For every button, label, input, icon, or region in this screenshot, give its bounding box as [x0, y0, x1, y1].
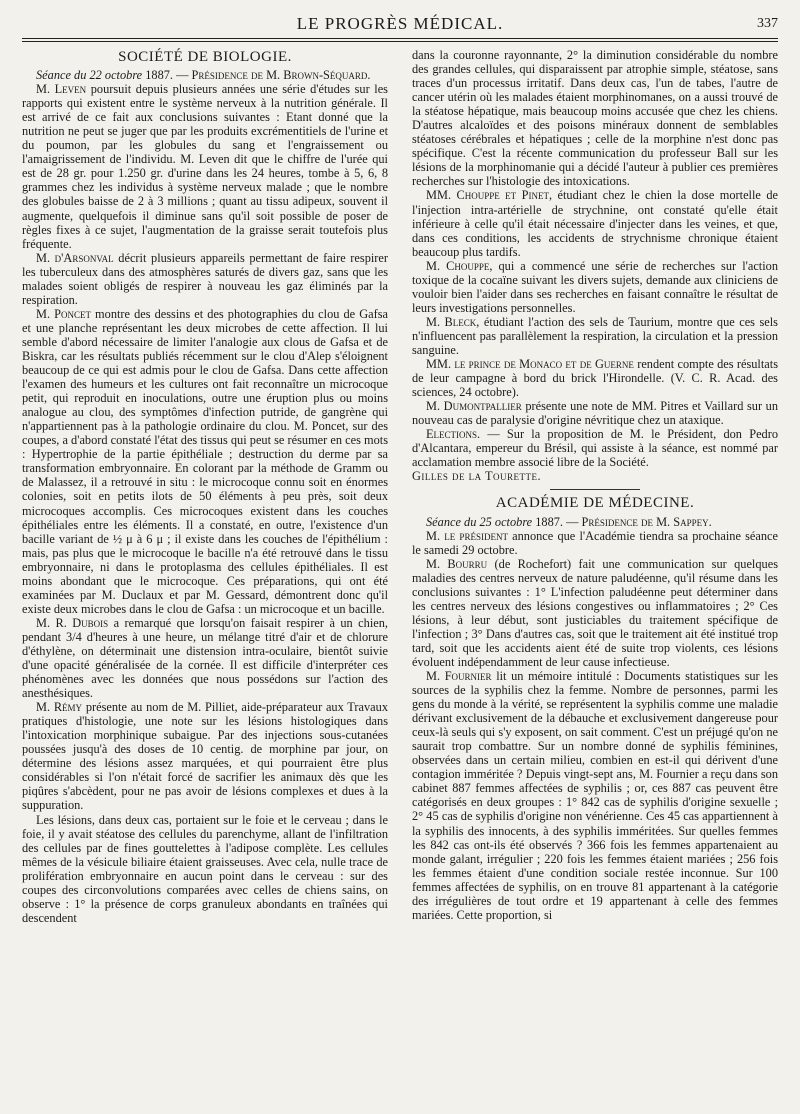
- paragraph: [412, 427, 778, 469]
- seance-date: Séance du 22 octobre: [36, 68, 143, 83]
- speaker-name: MM. Chouppe et Pinet: [426, 188, 549, 203]
- journal-page: [22, 14, 778, 1104]
- seance-presidence: Présidence de M. Sappey.: [581, 514, 712, 529]
- speaker-name: M. le président: [426, 528, 508, 543]
- paragraph-text: poursuit depuis plusieurs années une série d'études sur les rapports qui existent entre le système nerveux à la nutrition générale. Il est arrivé de ce fait aux conclusions suivantes : Etant donné que la nutrition ne peut se juger que par les produits excrémentitiels de l'urine et du poumon, par les globules du sang et l'engraissement ou l'amaigrissement de l'individu. M. Leven dit que le chiffre de l'urée qui est de 28 gr. pour 1.250 gr. d'urine dans les 24 heures, tombe à 5, 6, 8 grammes chez les individus à système nerveux malade ; que le nombre des globules baisse de 2 à 3 millions ; quant au tissu adipeux, souvent il augmente, quelquefois il diminue sans qu'il soit possible de poser de règles fixes à ce sujet, l'augmentation de la graisse serait toutefois plus fréquente.: [22, 82, 388, 251]
- paragraph: [22, 813, 388, 925]
- paragraph-text: rendent compte des résultats de leur campagne à bord du brick l'Hirondelle. (V. C. R. Acad. des sciences, 24 octobre).: [412, 357, 778, 400]
- seance-line-biologie: [22, 68, 388, 82]
- section-title-academie: ACADÉMIE DE MÉDECINE.: [495, 495, 695, 512]
- paragraph: [412, 557, 778, 669]
- paragraph-text: présente une note de MM. Pitres et Vaillard sur un nouveau cas de paralysie d'origine névritique chez un ataxique.: [412, 399, 778, 428]
- paragraph-text: , étudiant l'action des sels de Taurium, montre que ces sels n'influencent pas parallèlement la respiration, la circulation et la pression sanguine.: [412, 314, 778, 357]
- paragraph-text: présente au nom de M. Pilliet, aide-préparateur aux Travaux pratiques d'histologie, une note sur les lésions histologiques dans l'intoxication morphinique subaigue. Par des injections sous-cutanées poussées jusqu'à des doses de 10 centig. de morphine par jour, on détermine des lésions assez marquées, et qui pourraient être plus considérables si l'on n'était forcé de sacrifier les animaux dès que les piqûres s'abcèdent, pour ne pas avoir de lésions complexes et dues à la suppuration.: [22, 700, 388, 813]
- header-rule: [22, 38, 778, 42]
- speaker-name: M. Bourru: [426, 556, 488, 571]
- page-number: 337: [757, 16, 778, 31]
- paragraph-text: montre des dessins et des photographies du clou de Gafsa et une planche représentant les deux microbes de cette affection. Il lui semble d'abord nécessaire de limiter l'analogie aux clous de Gafsa et de Biskra, car les résultats publiés récemment sur le clou d'Alep s'éloignent beaucoup de ce qui est admis pour le clou de Gafsa. Dans cette affection l'examen des humeurs et les cultures ont fait reconnaître un microcoque petit, qui reproduit en inoculations, outre une éruption plus ou moins analogue au clou, des symptômes d'infection putride, de gangrène qui n'appartiennent pas à la pathologie ordinaire du clou. M. Poncet, sur des coupes, a d'abord constaté l'état des tissus qui peut se résumer en ces mots : Hypertrophie de la partie épithéliale ; destruction du derme par sa transformation embryonnaire. En colorant par la méthode de Gramm ou de Malassez, il a retrouvé in situ : le microcoque connu soit en énormes colonies, soit en petits ilots de 50 éléments à peu près, soit deux microcoques accomplis. Ces microcoques existent dans les couches épithéliales entre les éléments. Il a constaté, en outre, l'existence d'un bacille variant de ½ μ à 6 μ ; il existe dans les couches de l'épithélium : mais, pas plus que le microcoque le bacille n'a été retrouvé dans le tissu embryonnaire, ni dans le protoplasma des cellules épithéliales. Il est moins abondant que le microcoque. Ces préparations, qui ont été examinées par M. Duclaux et par M. Gessard, démontrent donc qu'il existe deux microbes dans le clou de Gafsa : un microcoque et un bacille.: [22, 306, 388, 616]
- paragraph-text: Les lésions, dans deux cas, portaient sur le foie et le cerveau ; dans le foie, il y avait stéatose des cellules du parenchyme, allant de l'infiltration des cellules par de fines gouttelettes à l'adipose complète. Les cellules mêmes de la vésicule biliaire étaient graisseuses. Avec cela, nulle trace de prolifération embryonnaire en aucun point dans le cerveau : sur des coupes des circonvolutions comparées avec celles de chiens sains, on observe : 1° la présence de corps granuleux abondants en traînées qui descendent: [22, 812, 388, 925]
- paragraph-text: , étudiant chez le chien la dose mortelle de l'injection intra-artérielle de strychnine, ont constaté qu'elle était inférieure à celle qu'il était nécessaire d'injecter dans les veines, et que, dans ces conditions, les accidents de strychnisme chronique étaient beaucoup plus tardifs.: [412, 188, 778, 259]
- speaker-name: M. d'Arsonval: [36, 250, 114, 265]
- paragraph-text: , qui a commencé une série de recherches sur l'action toxique de la cocaïne suivant les divers sujets, demande aux cliniciens de vouloir bien l'aider dans ses recherches en faisant connaître le résultat de leurs investigations personnelles.: [412, 258, 778, 315]
- speaker-name: M. Leven: [36, 82, 87, 97]
- speaker-name: M. Bleck: [426, 314, 477, 329]
- section-title-biologie: SOCIÉTÉ DE BIOLOGIE.: [118, 49, 292, 65]
- paragraph-text: a remarqué que lorsqu'on faisait respirer à un chien, pendant 3/4 d'heures à une heure, un mélange titré d'air et de chlorure d'éthylène, on déterminait une distension intra-oculaire, bientôt suivie d'une opacité généralisée de la cornée. Il est difficile d'interpréter ces phénomènes avec les données que nous possédons sur l'action des anesthésiques.: [22, 615, 388, 701]
- speaker-name: Elections.: [426, 427, 481, 442]
- right-paragraphs-bottom: [412, 529, 778, 922]
- seance-year: 1887. —: [142, 68, 192, 83]
- speaker-name: M. Chouppe: [426, 258, 490, 273]
- right-paragraphs-top: [412, 48, 778, 469]
- paragraph: [22, 82, 388, 251]
- speaker-name: M. Rémy: [36, 700, 83, 715]
- speaker-name: M. Fournier: [426, 669, 492, 684]
- paragraph: [412, 357, 778, 399]
- paragraph-text: décrit plusieurs appareils permettant de faire respirer les tuberculeux dans des atmosphères saturés de divers gaz, sans que les malades soient obligés de respirer à nouveau les gaz éliminés par la respiration.: [22, 250, 388, 307]
- two-column-body: [22, 48, 778, 1094]
- paragraph-text: (de Rochefort) fait une communication sur quelques maladies des centres nerveux de nature paludéenne, qu'il résume dans les conclusions suivantes : 1° L'infection paludéenne peut déterminer dans les centres nerveux des lésions congestives ou inflammatoires ; 2° Ces lésions, à leur début, sont justiciables du traitement spécifique de l'infection ; 3° Dans d'autres cas, soit que le traitement ait été institué trop tard, soit que les accidents aient été de suite trop violents, ces lésions évoluent indépendamment de leur cause infectieuse.: [412, 556, 778, 669]
- signature: Gilles de la Tourette.: [412, 469, 542, 484]
- paragraph: [412, 315, 778, 357]
- paragraph: [412, 188, 778, 258]
- paragraph: [22, 251, 388, 307]
- left-column: [22, 48, 388, 1094]
- paragraph: [22, 307, 388, 616]
- left-paragraphs: [22, 82, 388, 925]
- paragraph: [412, 399, 778, 427]
- paragraph-text: lit un mémoire intitulé : Documents statistiques sur les sources de la syphilis chez la femme. Nombre de personnes, parmi les gens du monde à la vérité, se représentent la syphilis comme une maladie dérivant exclusivement de la débauche et exclusivement dangereuse pour ceux-là seuls qui s'y exposent, on sait comment. C'est un préjugé qu'on ne saurait trop combattre. Sur un nombre donné de syphilis féminines, observées dans un certain milieu, combien en est-il qui dérivent d'une contagion imméritée ? Depuis vingt-sept ans, M. Fournier a reçu dans son cabinet 887 femmes affectées de syphilis ; or, ces 887 cas peuvent être catégorisés en deux groupes : 1° 842 cas de syphilis d'origine sexuelle ; 2° 45 cas de syphilis d'origine non vénérienne. Ces 45 cas appartiennent à la syphilis des innocents, à des syphilis imméritées. Sur quelles femmes les 842 cas ont-ils été observés ? 366 fois les femmes appartenaient au monde galant, irrégulier ; 220 fois les femmes étaient mariées ; 256 fois les femmes étaient d'une condition sociale restée inconnue. Sur 100 femmes affectées de syphilis, on en trouve 81 appartenant à la catégorie des irrégulières de tout ordre et 19 appartenant à celle des femmes mariées. Cette proportion, si: [412, 669, 778, 922]
- running-head: [22, 14, 778, 36]
- journal-title: LE PROGRÈS MÉDICAL.: [296, 14, 504, 33]
- speaker-name: M. Poncet: [36, 306, 91, 321]
- seance-line-academie: [412, 515, 778, 529]
- paragraph: [22, 616, 388, 700]
- paragraph: [412, 529, 778, 557]
- paragraph: [22, 700, 388, 812]
- paragraph: [412, 669, 778, 922]
- paragraph: [412, 259, 778, 315]
- speaker-name: MM. le prince de Monaco et de Guerne: [426, 357, 634, 372]
- paragraph-text: annonce que l'Académie tiendra sa prochaine séance le samedi 29 octobre.: [412, 528, 778, 557]
- seance-year: 1887. —: [532, 514, 582, 529]
- paragraph-text: — Sur la proposition de M. le Président, don Pedro d'Alcantara, empereur du Brésil, qui assiste à la séance, est nommé par acclamation membre associé libre de la Société.: [412, 427, 778, 470]
- section-divider: [550, 489, 640, 490]
- speaker-name: M. R. Dubois: [36, 615, 109, 630]
- paragraph-text: dans la couronne rayonnante, 2° la diminution considérable du nombre des grandes cellules, qui disparaissent par atrophie simple, stéatose, sans traces d'un processus irritatif. Dans deux cas, l'un de tabes, l'autre de cancer utérin où les malades étaient morphinomanes, on a aussi trouvé de la stéatose hépatique, mais beaucoup moins accusée que chez les chiens. D'autres alcaloïdes et des poisons minéraux donnent de semblables stéatoses cérébrales et hépatiques ; celle de la morphine n'est donc pas spécifique. C'est la récente communication du professeur Ball sur les lésions de la morphinomanie qui a décidé l'auteur à publier ces premières recherches sur l'histologie des intoxications.: [412, 48, 778, 189]
- seance-date: Séance du 25 octobre: [426, 514, 533, 529]
- paragraph: [412, 48, 778, 188]
- speaker-name: M. Dumontpallier: [426, 399, 522, 414]
- right-column: [412, 48, 778, 1094]
- seance-presidence: Présidence de M. Brown-Séquard.: [191, 68, 371, 83]
